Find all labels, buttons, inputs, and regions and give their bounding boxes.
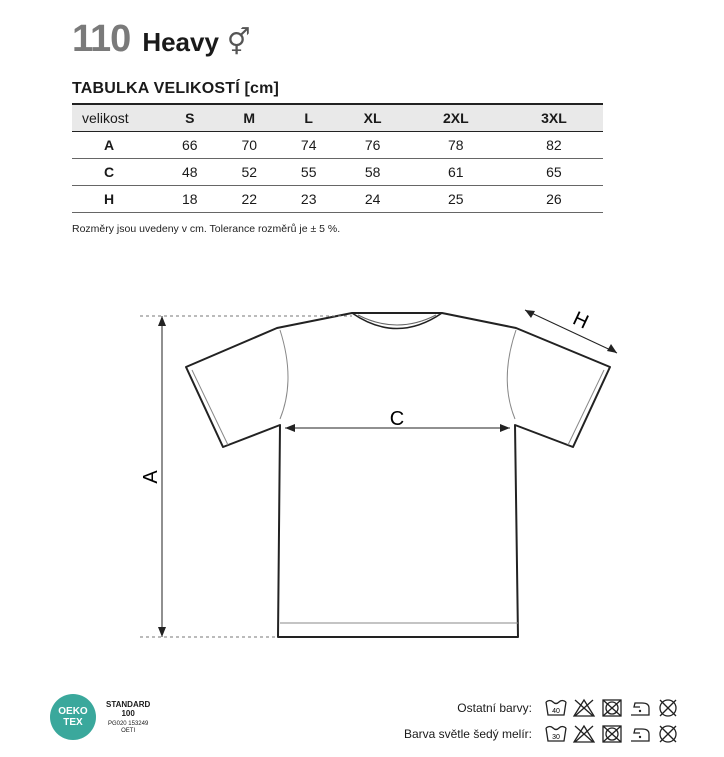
iron-icon	[628, 698, 652, 718]
care-row-other-colors	[457, 698, 680, 718]
table-cell: 65	[546, 164, 562, 180]
row-label: C	[104, 164, 115, 180]
size-table-header-row	[72, 104, 603, 132]
table-cell: 61	[448, 164, 464, 180]
wash-tub-icon	[544, 698, 568, 718]
oeko-tex-text	[106, 700, 150, 735]
no-bleach-icon	[572, 698, 596, 718]
diagram-label-a: A	[140, 470, 162, 484]
diagram-label-c: C	[389, 408, 405, 430]
no-tumble-dry-icon	[600, 698, 624, 718]
svg-text:30: 30	[552, 734, 560, 741]
column-header: M	[243, 110, 256, 126]
svg-text:40: 40	[552, 708, 560, 715]
size-table-title: TABULKA VELIKOSTÍ [cm]	[72, 80, 280, 97]
column-header: 3XL	[541, 110, 567, 126]
tshirt-measurement-diagram	[130, 290, 630, 650]
model-number: 110	[72, 18, 131, 60]
oeko-code: PG020 153249	[107, 720, 149, 727]
table-cell: 58	[364, 164, 381, 180]
table-cell: 23	[300, 191, 317, 207]
table-cell: 82	[546, 137, 562, 153]
table-cell: 48	[181, 164, 198, 180]
tshirt-outline	[186, 313, 610, 637]
table-cell: 66	[181, 137, 198, 153]
size-table	[72, 103, 603, 213]
table-cell: 55	[300, 164, 317, 180]
table-cell: 74	[300, 137, 317, 153]
unisex-icon: ⚥	[226, 28, 251, 58]
no-tumble-dry-icon	[600, 724, 624, 744]
table-cell: 76	[364, 137, 381, 153]
table-cell: 18	[181, 191, 198, 207]
oeko-tex-logo: OEKO TEX	[50, 694, 96, 740]
no-dry-clean-icon	[656, 698, 680, 718]
table-row	[72, 159, 603, 186]
table-cell: 22	[241, 191, 258, 207]
oeko-number: 100	[121, 708, 135, 718]
model-name: Heavy	[142, 27, 219, 57]
table-cell: 26	[546, 191, 562, 207]
table-row	[72, 186, 603, 213]
column-header: velikost	[82, 110, 129, 126]
oeko-tex-certification	[50, 694, 150, 740]
oeko-institute: OETI	[121, 727, 136, 734]
table-cell: 25	[448, 191, 464, 207]
care-row-label: Ostatní barvy:	[457, 701, 532, 715]
no-dry-clean-icon	[656, 724, 680, 744]
column-header: L	[304, 110, 313, 126]
oeko-standard: STANDARD	[106, 699, 151, 709]
column-header: S	[185, 110, 195, 126]
table-cell: 78	[448, 137, 464, 153]
iron-icon	[628, 724, 652, 744]
row-label: H	[104, 191, 115, 207]
table-cell: 24	[364, 191, 381, 207]
care-row-label: Barva světle šedý melír:	[403, 727, 532, 741]
tolerance-note: Rozměry jsou uvedeny v cm. Tolerance rozměrů je ± 5 %.	[72, 223, 341, 235]
no-bleach-icon	[572, 724, 596, 744]
column-header: XL	[363, 110, 382, 126]
table-cell: 52	[241, 164, 258, 180]
row-label: A	[104, 137, 115, 153]
wash-tub-icon	[544, 724, 568, 744]
tshirt-collar	[352, 313, 442, 329]
diagram-label-h: H	[569, 307, 592, 334]
care-row-light-grey-melange	[404, 724, 680, 744]
column-header: 2XL	[442, 110, 469, 126]
table-row	[72, 132, 603, 159]
product-header	[72, 18, 250, 62]
table-cell: 70	[241, 137, 258, 153]
